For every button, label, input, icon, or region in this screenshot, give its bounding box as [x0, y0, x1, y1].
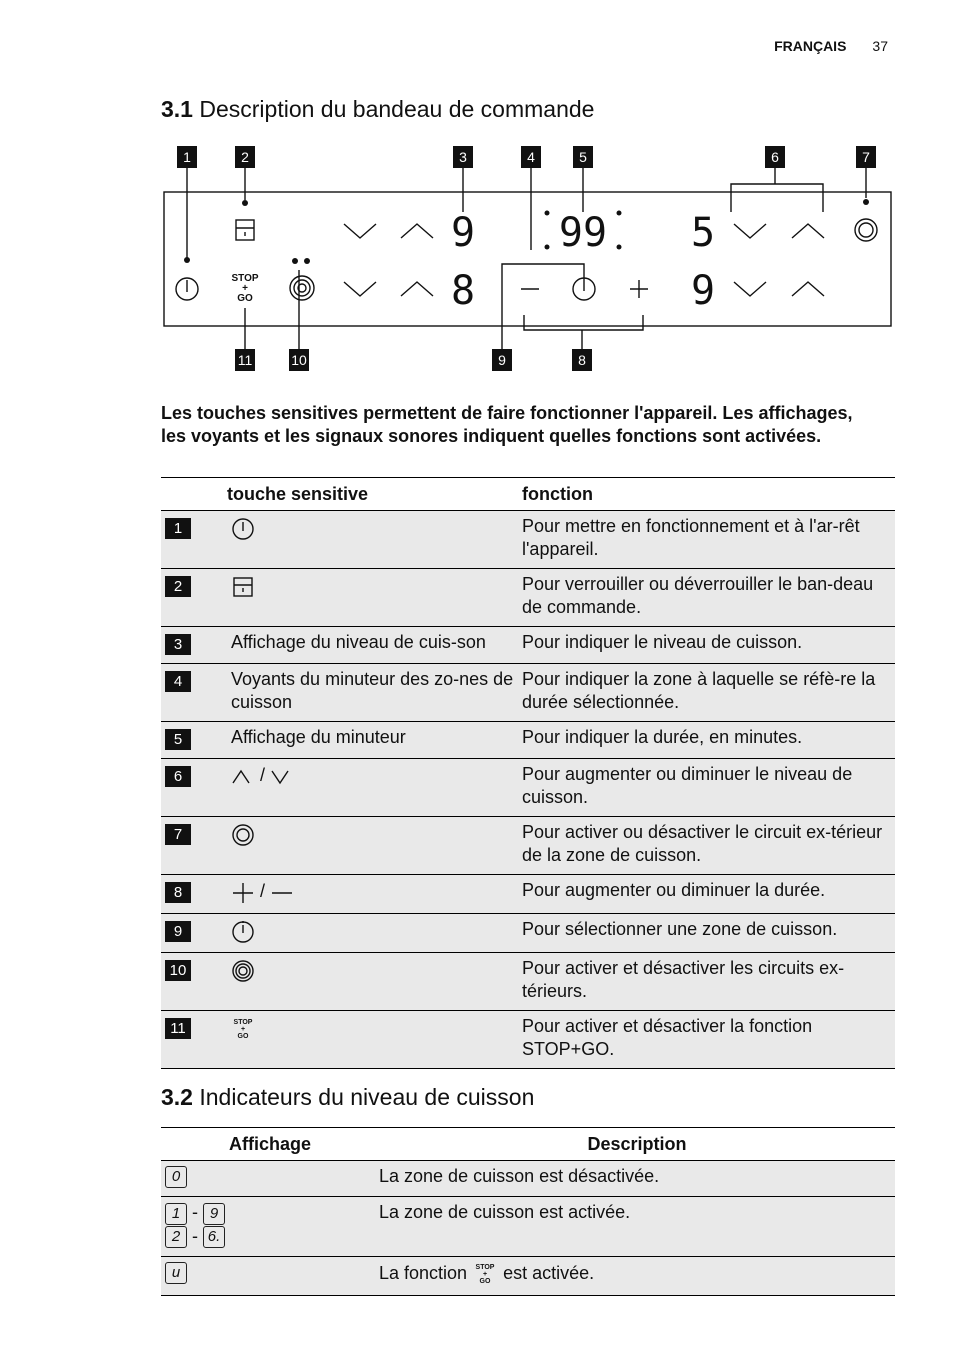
- touch-cell: [231, 914, 522, 953]
- svg-text:STOP: STOP: [475, 1263, 495, 1271]
- section-number: 3.2: [161, 1084, 193, 1110]
- row-number-badge: 10: [165, 960, 191, 981]
- section-heading-3-2: [161, 1084, 534, 1111]
- level-display-1: 9: [450, 210, 476, 256]
- page-header: [774, 38, 888, 54]
- svg-text:5: 5: [579, 149, 587, 165]
- power-icon: [231, 517, 255, 541]
- control-panel-diagram: [150, 140, 910, 380]
- table-row: [161, 875, 895, 914]
- row-number-cell: [161, 569, 231, 627]
- up-down-icon: [231, 765, 255, 789]
- row-number-cell: [161, 914, 231, 953]
- callout-6: [765, 146, 785, 168]
- function-cell: Pour indiquer la zone à laquelle se réfè-re la durée sélectionnée.: [522, 669, 876, 712]
- table-row: [161, 664, 895, 722]
- row-number-badge: 7: [165, 824, 191, 845]
- level-display-2: 8: [450, 268, 476, 314]
- table-row: [161, 759, 895, 817]
- segment-digit: 1: [165, 1203, 187, 1225]
- segment-digit: 0: [165, 1166, 187, 1188]
- touch-cell: [231, 569, 522, 627]
- function-cell: Pour indiquer le niveau de cuisson.: [522, 632, 803, 652]
- function-cell: Pour augmenter ou diminuer le niveau de cuisson.: [522, 764, 853, 807]
- cooking-level-table: [161, 1127, 895, 1296]
- table-row: [161, 1161, 895, 1197]
- row-number-badge: 8: [165, 882, 191, 903]
- description-text: La fonction: [379, 1262, 468, 1283]
- outer-circuit-icon: [231, 823, 255, 847]
- touch-label: Affichage du niveau de cuis-son: [231, 632, 486, 652]
- callout-11: [235, 349, 255, 371]
- display-cell: [161, 1197, 379, 1257]
- svg-text:9: 9: [498, 352, 506, 368]
- callout-1: [177, 146, 197, 168]
- svg-text:2: 2: [241, 149, 249, 165]
- row-number-badge: 1: [165, 518, 191, 539]
- timer-icon: [231, 920, 255, 944]
- level-display-3: 5: [690, 210, 716, 256]
- description-cell: La zone de cuisson est activée.: [379, 1202, 631, 1223]
- outer-circuits-icon: [231, 959, 255, 983]
- row-number-badge: 5: [165, 729, 191, 750]
- plus-minus-icon: [231, 881, 255, 905]
- plus-label: +: [242, 283, 248, 294]
- lock-icon: [231, 575, 255, 599]
- svg-text:1: 1: [183, 149, 191, 165]
- touch-label: Affichage du minuteur: [231, 727, 406, 747]
- touch-cell: [231, 627, 522, 664]
- function-cell: Pour activer ou désactiver le circuit ex-térieur de la zone de cuisson.: [522, 822, 883, 865]
- function-cell: Pour indiquer la durée, en minutes.: [522, 727, 803, 747]
- row-number-cell: [161, 722, 231, 759]
- table-row: [161, 569, 895, 627]
- row-number-badge: 9: [165, 921, 191, 942]
- function-cell: Pour activer et désactiver la fonction STOP+GO.: [522, 1016, 813, 1059]
- section-title: Description du bandeau de commande: [199, 96, 595, 122]
- row-number-cell: [161, 511, 231, 569]
- touch-cell: [231, 875, 522, 914]
- language-label: FRANÇAIS: [774, 38, 847, 54]
- row-number-cell: [161, 627, 231, 664]
- callout-4: [521, 146, 541, 168]
- svg-text:+: +: [240, 1026, 246, 1033]
- table-row: [161, 627, 895, 664]
- go-label: GO: [237, 293, 253, 304]
- segment-digit: u: [165, 1262, 187, 1284]
- function-cell: Pour sélectionner une zone de cuisson.: [522, 919, 838, 939]
- segment-digit: 6.: [203, 1226, 225, 1248]
- description-text: est activée.: [503, 1262, 595, 1283]
- segment-digit: 9: [203, 1203, 225, 1225]
- function-column-header: fonction: [522, 484, 593, 504]
- callout-9: [492, 349, 512, 371]
- touch-controls-table: [161, 477, 895, 1069]
- segment-digit: 2: [165, 1226, 187, 1248]
- stop-go-icon: [472, 1261, 498, 1287]
- table-row: [161, 914, 895, 953]
- display-cell: [161, 1161, 379, 1197]
- touch-cell: [231, 759, 522, 817]
- touch-label: Voyants du minuteur des zo-nes de cuisson: [231, 669, 514, 712]
- table-header-row: [161, 478, 895, 511]
- description-cell: [379, 1256, 895, 1295]
- row-number-cell: [161, 817, 231, 875]
- svg-text:8: 8: [578, 352, 586, 368]
- table-row: [161, 1256, 895, 1295]
- svg-text:11: 11: [237, 352, 253, 368]
- touch-cell: [231, 1011, 522, 1069]
- range-separator: -: [192, 1202, 198, 1223]
- function-cell: Pour mettre en fonctionnement et à l'ar-rêt l'appareil.: [522, 516, 860, 559]
- callout-3: [453, 146, 473, 168]
- callout-5: [573, 146, 593, 168]
- row-number-badge: 4: [165, 671, 191, 692]
- section-heading-3-1: [161, 96, 594, 123]
- function-cell: Pour augmenter ou diminuer la durée.: [522, 880, 826, 900]
- touch-cell: [231, 953, 522, 1011]
- svg-text:7: 7: [862, 149, 870, 165]
- table-row: [161, 953, 895, 1011]
- description-cell: La zone de cuisson est désactivée.: [379, 1166, 660, 1186]
- svg-text:GO: GO: [237, 1033, 249, 1040]
- row-number-cell: [161, 953, 231, 1011]
- svg-text:4: 4: [527, 149, 535, 165]
- description-column-header: Description: [587, 1134, 687, 1154]
- display-cell: [161, 1256, 379, 1295]
- timer-display: 99: [558, 210, 608, 256]
- touch-cell: [231, 722, 522, 759]
- touch-cell: [231, 511, 522, 569]
- svg-text:STOP: STOP: [233, 1019, 253, 1026]
- function-cell: Pour activer et désactiver les circuits ex-térieurs.: [522, 958, 845, 1001]
- touch-cell: [231, 817, 522, 875]
- svg-text:GO: GO: [479, 1277, 491, 1285]
- row-number-badge: 11: [165, 1018, 191, 1039]
- svg-text:10: 10: [291, 352, 307, 368]
- down-icon: [270, 765, 294, 789]
- table-row: [161, 1011, 895, 1069]
- display-column-header: Affichage: [228, 1134, 311, 1154]
- callout-10: [289, 349, 309, 371]
- row-number-cell: [161, 1011, 231, 1069]
- row-number-cell: [161, 664, 231, 722]
- table-row: [161, 511, 895, 569]
- row-number-badge: 6: [165, 766, 191, 787]
- page-number: 37: [872, 38, 888, 54]
- svg-text:3: 3: [459, 149, 467, 165]
- range-separator: -: [192, 1225, 198, 1246]
- table-row: [161, 817, 895, 875]
- row-number-cell: [161, 759, 231, 817]
- touch-cell: [231, 664, 522, 722]
- section-title: Indicateurs du niveau de cuisson: [199, 1084, 535, 1110]
- callout-2: [235, 146, 255, 168]
- svg-text:+: +: [483, 1270, 488, 1278]
- minus-icon: [270, 881, 294, 905]
- level-display-4: 9: [690, 268, 716, 314]
- slash-separator: /: [260, 880, 266, 901]
- callout-8: [572, 349, 592, 371]
- table-header-row: [161, 1128, 895, 1161]
- stop-label: STOP: [231, 273, 259, 284]
- row-number-badge: 2: [165, 576, 191, 597]
- row-number-badge: 3: [165, 634, 191, 655]
- table-row: [161, 1197, 895, 1257]
- touch-column-header: touche sensitive: [227, 484, 369, 504]
- table-row: [161, 722, 895, 759]
- function-cell: Pour verrouiller ou déverrouiller le ban-deau de commande.: [522, 574, 874, 617]
- callout-7: [856, 146, 876, 168]
- slash-separator: /: [260, 764, 266, 785]
- svg-text:6: 6: [771, 149, 779, 165]
- stop-go-icon: [231, 1017, 255, 1041]
- section-number: 3.1: [161, 96, 193, 122]
- intro-paragraph: Les touches sensitives permettent de faire fonctionner l'appareil. Les affichages, les voyants et les signaux sonores indiquent quelles fonctions sont activées.: [161, 403, 853, 446]
- row-number-cell: [161, 875, 231, 914]
